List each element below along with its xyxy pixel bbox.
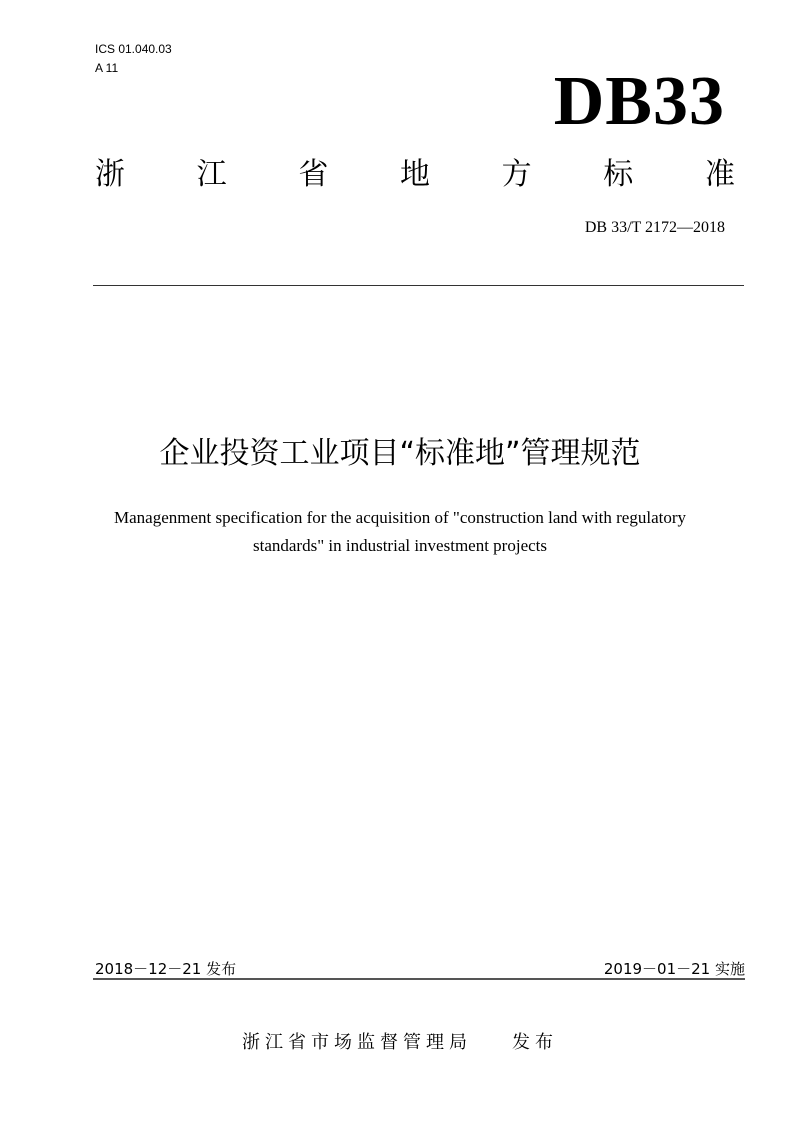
implement-date: 2019－01－21 实施 <box>603 960 745 978</box>
bottom-divider <box>93 978 745 980</box>
english-title-line1: Managenment specification for the acquisition of "construction land with regulatory <box>113 508 687 527</box>
ics-code: ICS 01.040.03 <box>95 42 172 56</box>
classification-codes <box>95 40 172 78</box>
category-char: 准 <box>704 157 735 192</box>
chinese-title: 企业投资工业项目“标准地”管理规范 <box>159 436 641 471</box>
english-title-line2: standards" in industrial investment projects <box>253 536 547 555</box>
issuer-action: 发布 <box>512 1032 558 1053</box>
standard-mark: DB33 <box>553 63 725 140</box>
category-char: 方 <box>501 157 532 192</box>
category-char: 省 <box>298 157 329 192</box>
standard-number: DB 33/T 2172—2018 <box>584 219 725 236</box>
issue-date: 2018－12－21 发布 <box>95 960 237 978</box>
dates-row <box>95 958 745 980</box>
standard-category <box>95 155 735 195</box>
category-char: 地 <box>399 157 430 192</box>
issuer-row <box>0 1030 800 1056</box>
category-char: 江 <box>196 157 227 192</box>
top-divider <box>93 285 744 286</box>
category-char: 浙 <box>95 157 125 192</box>
issuer-name: 浙江省市场监督管理局 <box>242 1032 472 1053</box>
category-char: 标 <box>603 157 634 192</box>
english-title <box>60 504 740 560</box>
ccs-code: A 11 <box>95 61 119 75</box>
